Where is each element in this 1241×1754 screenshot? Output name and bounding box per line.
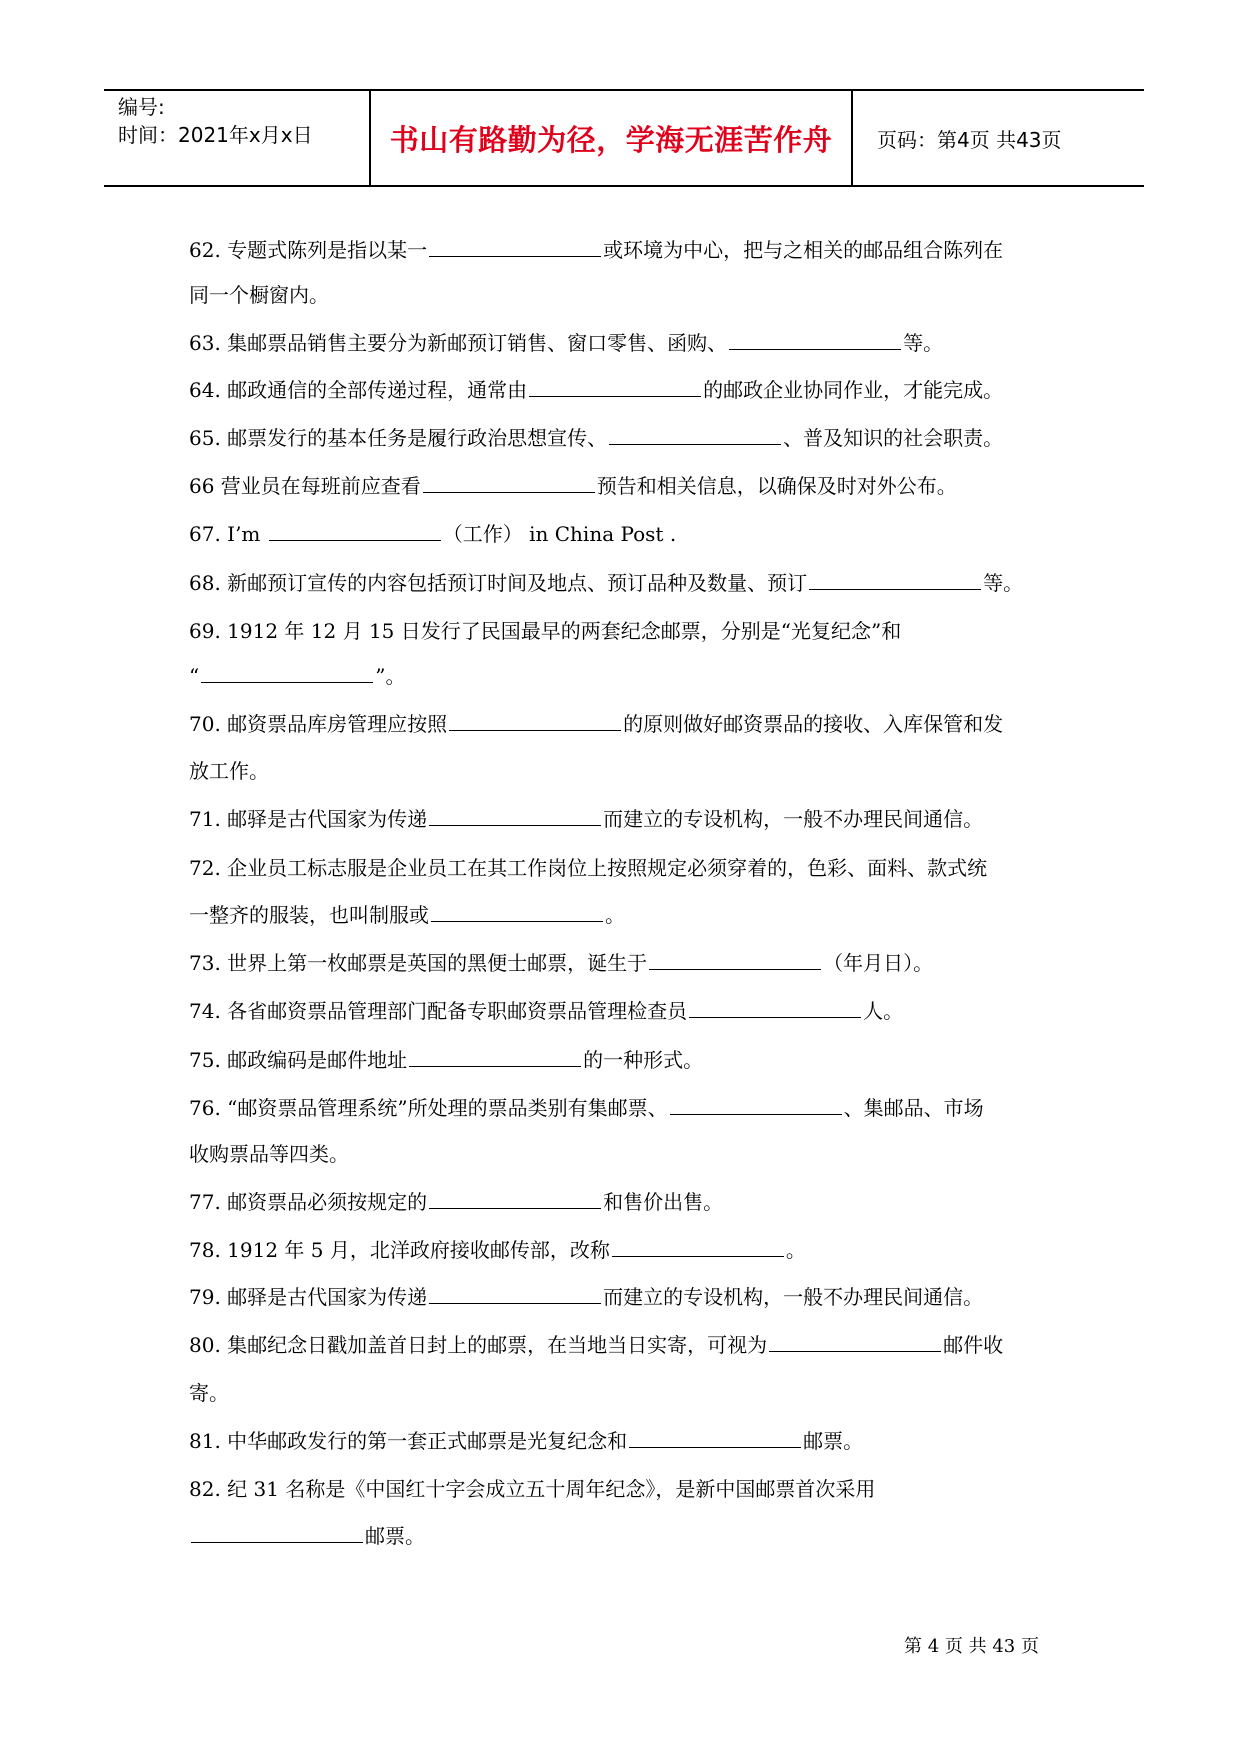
question-text-after: 的原则做好邮资票品的接收、入库保管和发 [623, 712, 1004, 736]
question-text-before: 65. 邮票发行的基本任务是履行政治思想宣传、 [189, 426, 608, 450]
question-text-before: 放工作。 [189, 759, 269, 783]
question-line [189, 1094, 984, 1122]
question-line [189, 1331, 1003, 1359]
question-line [189, 1188, 723, 1216]
question-text-after: 邮票。 [365, 1524, 425, 1548]
question-text-after: 的一种形式。 [583, 1048, 704, 1072]
answer-blank[interactable] [191, 1522, 363, 1543]
question-line [189, 617, 901, 645]
question-text-before: 73. 世界上第一枚邮票是英国的黑便士邮票，诞生于 [189, 951, 648, 975]
question-line [189, 376, 1003, 404]
question-text-after: 或环境为中心，把与之相关的邮品组合陈列在 [603, 238, 1004, 262]
question-line [189, 901, 625, 929]
question-line [189, 1236, 806, 1264]
answer-blank[interactable] [431, 901, 603, 922]
answer-blank[interactable] [429, 236, 601, 257]
question-text-before: 63. 集邮票品销售主要分为新邮预订销售、窗口零售、函购、 [189, 331, 728, 355]
answer-blank[interactable] [729, 329, 901, 350]
question-line [189, 949, 933, 977]
question-text-after: 的邮政企业协同作业，才能完成。 [703, 378, 1004, 402]
question-text-before: 81. 中华邮政发行的第一套正式邮票是光复纪念和 [189, 1429, 628, 1453]
question-text-before: 80. 集邮纪念日戳加盖首日封上的邮票，在当地当日实寄，可视为 [189, 1333, 768, 1357]
question-line [189, 1283, 983, 1311]
answer-blank[interactable] [809, 569, 981, 590]
answer-blank[interactable] [609, 424, 781, 445]
question-text-before: 71. 邮驿是古代国家为传递 [189, 807, 428, 831]
question-text-before: 76. “邮资票品管理系统”所处理的票品类别有集邮票、 [189, 1096, 668, 1120]
header-motto-cell [371, 91, 853, 185]
answer-blank[interactable] [429, 1283, 601, 1304]
question-line [189, 520, 676, 548]
question-text-after: 。 [605, 903, 625, 927]
question-text-after: 等。 [983, 571, 1024, 595]
question-text-before: 75. 邮政编码是邮件地址 [189, 1048, 408, 1072]
question-text-before: 79. 邮驿是古代国家为传递 [189, 1285, 428, 1309]
answer-blank[interactable] [429, 805, 601, 826]
header-page-cell [853, 91, 1144, 185]
answer-blank[interactable] [529, 376, 701, 397]
question-text-before: 同一个橱窗内。 [189, 283, 329, 307]
question-text-after: （年月日）。 [823, 951, 934, 975]
question-text-before: 74. 各省邮资票品管理部门配备专职邮资票品管理检查员 [189, 999, 688, 1023]
question-text-before: 82. 纪 31 名称是《中国红十字会成立五十周年纪念》，是新中国邮票首次采用 [189, 1477, 876, 1501]
question-line [189, 710, 1003, 738]
question-line [189, 424, 1003, 452]
question-text-after: （工作） in China Post . [442, 522, 677, 546]
answer-blank[interactable] [769, 1331, 941, 1352]
question-line [189, 1046, 703, 1074]
question-text-after: 而建立的专设机构，一般不办理民间通信。 [603, 1285, 984, 1309]
question-text-before: 66 营业员在每班前应查看 [189, 474, 421, 498]
question-line [189, 805, 983, 833]
header-motto: 书山有路勤为径，学海无涯苦作舟 [389, 122, 833, 157]
answer-blank[interactable] [423, 472, 595, 493]
answer-blank[interactable] [612, 1236, 784, 1257]
answer-blank[interactable] [269, 520, 441, 541]
question-line [189, 1522, 425, 1550]
answer-blank[interactable] [670, 1094, 842, 1115]
question-text-after: 而建立的专设机构，一般不办理民间通信。 [603, 807, 984, 831]
question-line [189, 757, 269, 785]
question-line [189, 329, 943, 357]
question-text-after: 。 [785, 1238, 806, 1262]
question-line [189, 662, 405, 690]
question-line [189, 854, 987, 882]
question-line [189, 569, 1023, 597]
question-line [189, 236, 1003, 264]
question-text-before: 77. 邮资票品必须按规定的 [189, 1190, 428, 1214]
question-text-before: 一整齐的服装，也叫制服或 [189, 903, 429, 927]
serial-label: 编号: [118, 95, 165, 119]
question-text-before: 70. 邮资票品库房管理应按照 [189, 712, 448, 736]
header-page-info: 页码：第4页 共43页 [877, 127, 1062, 152]
answer-blank[interactable] [429, 1188, 601, 1209]
question-text-before: 寄。 [189, 1381, 229, 1405]
question-text-after: ”。 [375, 664, 406, 688]
answer-blank[interactable] [649, 949, 821, 970]
answer-blank[interactable] [689, 997, 861, 1018]
question-text-after: 和售价出售。 [603, 1190, 724, 1214]
question-text-after: 、普及知识的社会职责。 [783, 426, 1004, 450]
question-line [189, 1379, 229, 1407]
question-text-before: 64. 邮政通信的全部传递过程，通常由 [189, 378, 528, 402]
answer-blank[interactable] [201, 662, 373, 683]
question-text-after: 预告和相关信息，以确保及时对外公布。 [596, 474, 957, 498]
answer-blank[interactable] [409, 1046, 581, 1067]
answer-blank[interactable] [629, 1427, 801, 1448]
question-text-before: 67. I’m [189, 522, 267, 546]
question-text-before: 72. 企业员工标志服是企业员工在其工作岗位上按照规定必须穿着的，色彩、面料、款式统 [189, 856, 988, 880]
answer-blank[interactable] [449, 710, 621, 731]
page-footer: 第 4 页 共 43 页 [904, 1636, 1039, 1657]
question-text-before: 78. 1912 年 5 月，北洋政府接收邮传部，改称 [189, 1238, 610, 1262]
question-line [189, 1427, 863, 1455]
question-text-before: “ [189, 664, 200, 688]
question-line [189, 472, 957, 500]
page-header [104, 89, 1144, 187]
question-text-after: 等。 [903, 331, 944, 355]
question-text-after: 、集邮品、市场 [843, 1096, 984, 1120]
time-label: 时间：2021年x月x日 [118, 123, 313, 147]
question-text-before: 收购票品等四类。 [189, 1142, 349, 1166]
question-line [189, 1475, 875, 1503]
question-line [189, 997, 903, 1025]
question-text-after: 邮件收 [943, 1333, 1004, 1357]
question-text-before: 62. 专题式陈列是指以某一 [189, 238, 428, 262]
question-text-after: 人。 [863, 999, 904, 1023]
question-text-after: 邮票。 [803, 1429, 864, 1453]
question-line [189, 1140, 349, 1168]
question-text-before: 69. 1912 年 12 月 15 日发行了民国最早的两套纪念邮票，分别是“光复纪念”和 [189, 619, 902, 643]
question-text-before: 68. 新邮预订宣传的内容包括预订时间及地点、预订品种及数量、预订 [189, 571, 808, 595]
header-left-cell [104, 91, 371, 185]
question-line [189, 281, 329, 309]
